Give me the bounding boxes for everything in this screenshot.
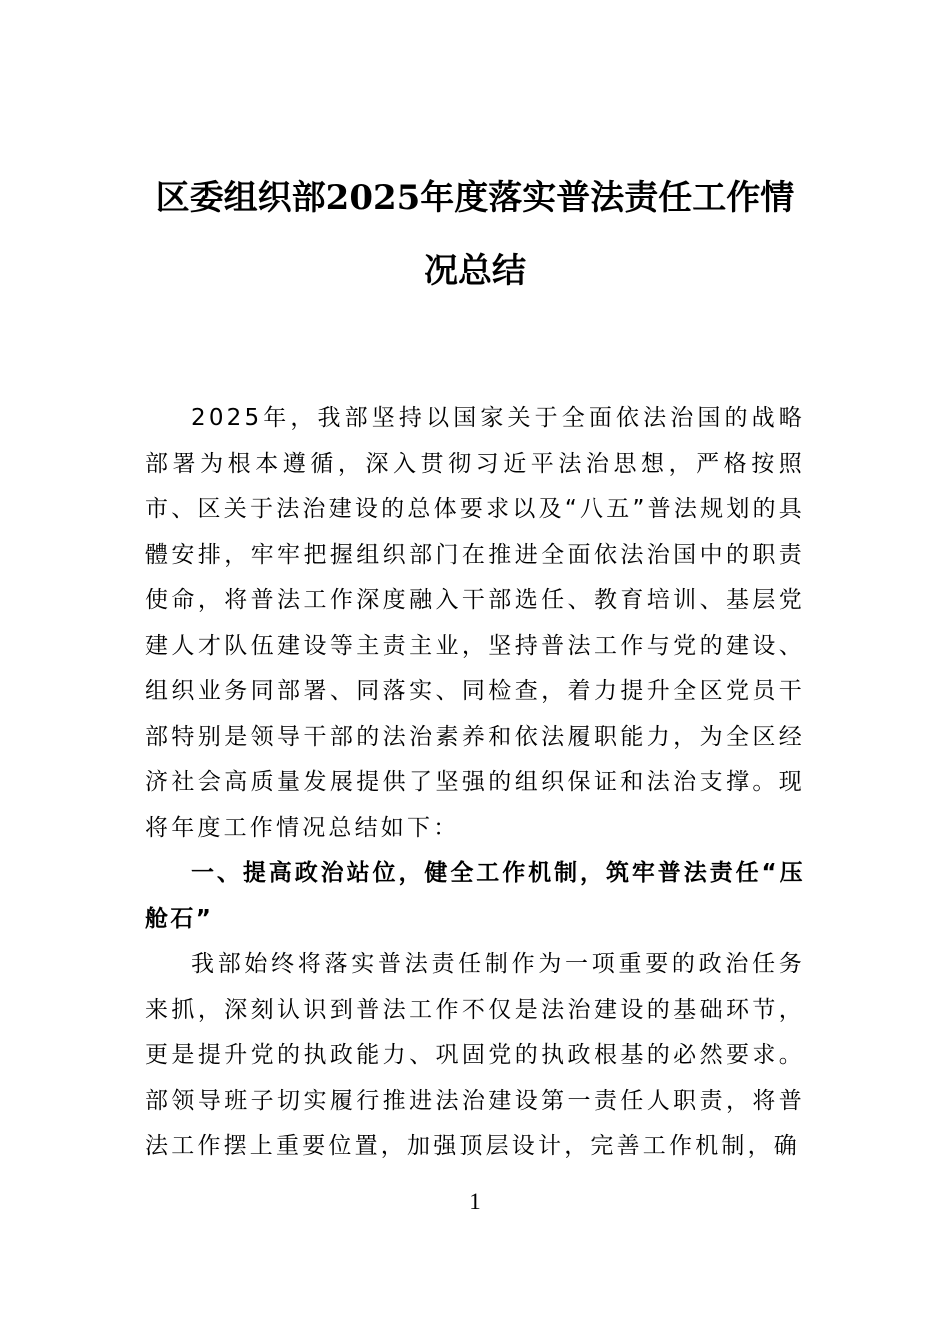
title-line-2: 况总结	[424, 251, 526, 291]
intro-paragraph: 2025年，我部坚持以国家关于全面依法治国的战略部署为根本遵循，深入贯彻习近平法治思想，严格按照市、区关于法治建设的总体要求以及“八五”普法规划的具體安排，牢牢把握组织部门在推进全面依法治国中的职责使命，将普法工作深度融入干部选任、教育培训、基层党建人才队伍建设等主责主业，坚持普法工作与党的建设、组织业务同部署、同落实、同检查，着力提升全区党员干部特别是领导干部的法治素养和依法履职能力，为全区经济社会高质量发展提供了坚强的组织保证和法治支撑。现将年度工作情况总结如下：	[145, 405, 805, 841]
title-line-1: 区委组织部2025年度落实普法责任工作情	[155, 178, 795, 218]
page-number: 1	[469, 1189, 481, 1214]
document-title	[145, 162, 805, 308]
section-1-paragraph: 我部始终将落实普法责任制作为一项重要的政治任务来抓，深刻认识到普法工作不仅是法治建设的基础环节，更是提升党的执政能力、巩固党的执政根基的必然要求。部领导班子切实履行推进法治建设第一责任人职责，将普法工作摆上重要位置，加强顶层设计，完善工作机制，确	[145, 951, 805, 1159]
section-1-heading: 一、提高政治站位，健全工作机制，筑牢普法责任“压舱石”	[145, 860, 805, 932]
document-body	[145, 396, 805, 1170]
